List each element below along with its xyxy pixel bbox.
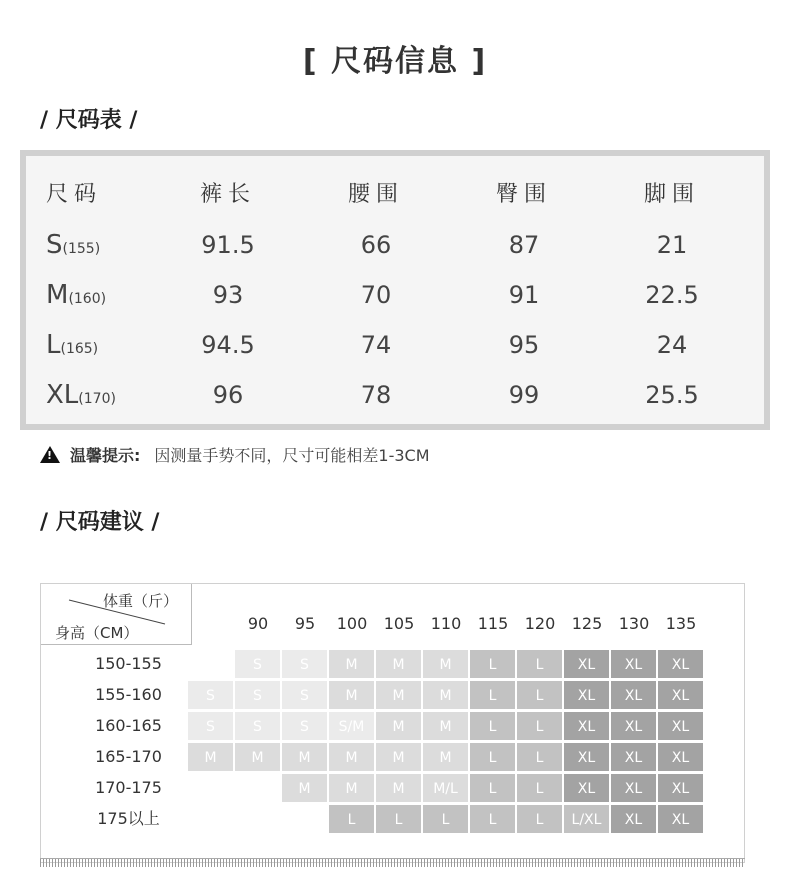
size-advice-cell: XL [563,773,610,803]
length-value: 96 [212,381,244,409]
warning-triangle-icon [40,446,60,463]
size-cell [46,320,166,370]
size-advice-cell: M [422,649,469,679]
size-ref-height: (160) [68,291,107,307]
size-advice-cell: L [516,804,563,834]
size-advice-cell: S/M [328,711,375,741]
size-code: M [46,280,69,310]
hem-value: 25.5 [645,381,699,409]
hem-value: 21 [656,231,688,259]
size-code: L [46,330,61,360]
size-advice-cell: M [328,680,375,710]
size-advice-cell: XL [657,649,704,679]
size-advice-cell: XL [610,711,657,741]
height-axis-label: 身高（CM） [55,624,139,642]
size-advice-section-title: / 尺码建议 / [40,510,160,535]
waist-value: 70 [360,281,392,309]
hip-value: 95 [508,331,540,359]
hip-value: 99 [508,381,540,409]
size-advice-cell: M [328,742,375,772]
weight-label: 120 [524,614,556,633]
weight-label: 115 [477,614,509,633]
length-value: 91.5 [201,231,255,259]
height-label: 170-175 [95,778,162,797]
size-advice-cell: L [516,649,563,679]
size-row-l [26,320,764,370]
size-advice-cell: M [422,680,469,710]
page-title: [ 尺码信息 ] [302,44,488,79]
size-cell [46,270,166,320]
size-advice-cell: S [187,711,234,741]
size-advice-cell: XL [610,773,657,803]
size-advice-cell: L [469,804,516,834]
size-advice-cell: XL [610,680,657,710]
header-size: 尺码 [46,182,103,207]
header-length: 裤长 [199,182,256,207]
measurement-warning [40,443,430,466]
size-cell [46,370,166,420]
weight-label: 110 [430,614,462,633]
height-label: 160-165 [95,716,162,735]
size-advice-cell: XL [610,649,657,679]
size-advice-cell: L [469,773,516,803]
size-advice-cell: S [234,711,281,741]
size-advice-cell: XL [563,742,610,772]
size-advice-cell: M [187,742,234,772]
size-advice-cell: M [375,649,422,679]
size-advice-cell: L [516,680,563,710]
header-hip: 臀围 [495,182,552,207]
hem-value: 24 [656,331,688,359]
warning-text: 因测量手势不同，尺寸可能相差1-3CM [154,446,430,465]
size-ref-height: (170) [78,391,116,407]
length-value: 94.5 [201,331,255,359]
warning-label: 温馨提示: [70,446,141,465]
size-advice-cell: XL [563,680,610,710]
size-advice-cell: XL [657,742,704,772]
size-advice-cell: M [375,742,422,772]
height-label: 175以上 [97,809,160,828]
header-waist: 腰围 [347,182,404,207]
height-label: 155-160 [95,685,162,704]
size-advice-cell: M [328,773,375,803]
size-ref-height: (165) [60,341,99,357]
size-advice-cell: L [328,804,375,834]
size-advice-cell: XL [563,649,610,679]
hem-value: 22.5 [645,281,699,309]
weight-label: 105 [383,614,415,633]
size-row-m [26,270,764,320]
size-advice-grid [40,583,745,863]
size-advice-cell: S [234,680,281,710]
size-advice-cell: M/L [422,773,469,803]
size-advice-cell: S [187,680,234,710]
size-advice-cell: M [375,711,422,741]
size-advice-cell: S [281,680,328,710]
size-advice-cell: M [422,742,469,772]
size-cell [46,220,166,270]
size-advice-cell: M [234,742,281,772]
size-advice-cell: L [469,711,516,741]
size-advice-cell: M [375,773,422,803]
ruler-divider [40,858,745,867]
size-table [20,150,770,430]
size-table-section-title: / 尺码表 / [40,108,138,133]
size-advice-cell: XL [657,773,704,803]
size-table-header-row [26,170,764,220]
size-advice-cell: XL [657,804,704,834]
size-code: S [46,230,63,260]
size-advice-cell: XL [657,711,704,741]
size-advice-cell: S [234,649,281,679]
grid-corner-header [41,584,192,645]
waist-value: 66 [360,231,392,259]
weight-axis-label: 体重（斤） [103,592,179,610]
size-advice-cell: L [422,804,469,834]
weight-label: 135 [665,614,697,633]
height-label: 150-155 [95,654,162,673]
header-hem: 脚围 [643,182,700,207]
size-advice-cell: S [281,711,328,741]
size-advice-cell: M [328,649,375,679]
hip-value: 91 [508,281,540,309]
size-advice-cell: L [516,742,563,772]
size-advice-cell: M [422,711,469,741]
size-code: XL [46,380,79,410]
waist-value: 78 [360,381,392,409]
size-advice-cell: M [281,773,328,803]
height-label: 165-170 [95,747,162,766]
size-advice-cell: M [281,742,328,772]
size-advice-cell: S [281,649,328,679]
size-advice-cell: M [375,680,422,710]
size-row-xl [26,370,764,420]
waist-value: 74 [360,331,392,359]
size-advice-cell: L [375,804,422,834]
size-advice-cell: L [469,680,516,710]
hip-value: 87 [508,231,540,259]
size-advice-cell: XL [610,742,657,772]
weight-label: 125 [571,614,603,633]
weight-label: 130 [618,614,650,633]
length-value: 93 [212,281,244,309]
size-advice-cell: L [469,742,516,772]
weight-label: 90 [247,614,269,633]
size-row-s [26,220,764,270]
size-advice-cell: XL [563,711,610,741]
size-advice-cell: XL [657,680,704,710]
size-ref-height: (155) [62,241,101,257]
size-advice-cell: L [516,773,563,803]
size-advice-cell: L [469,649,516,679]
size-advice-cell: L [516,711,563,741]
weight-label: 100 [336,614,368,633]
weight-label: 95 [294,614,316,633]
size-advice-cell: XL [610,804,657,834]
size-advice-cell: L/XL [563,804,610,834]
